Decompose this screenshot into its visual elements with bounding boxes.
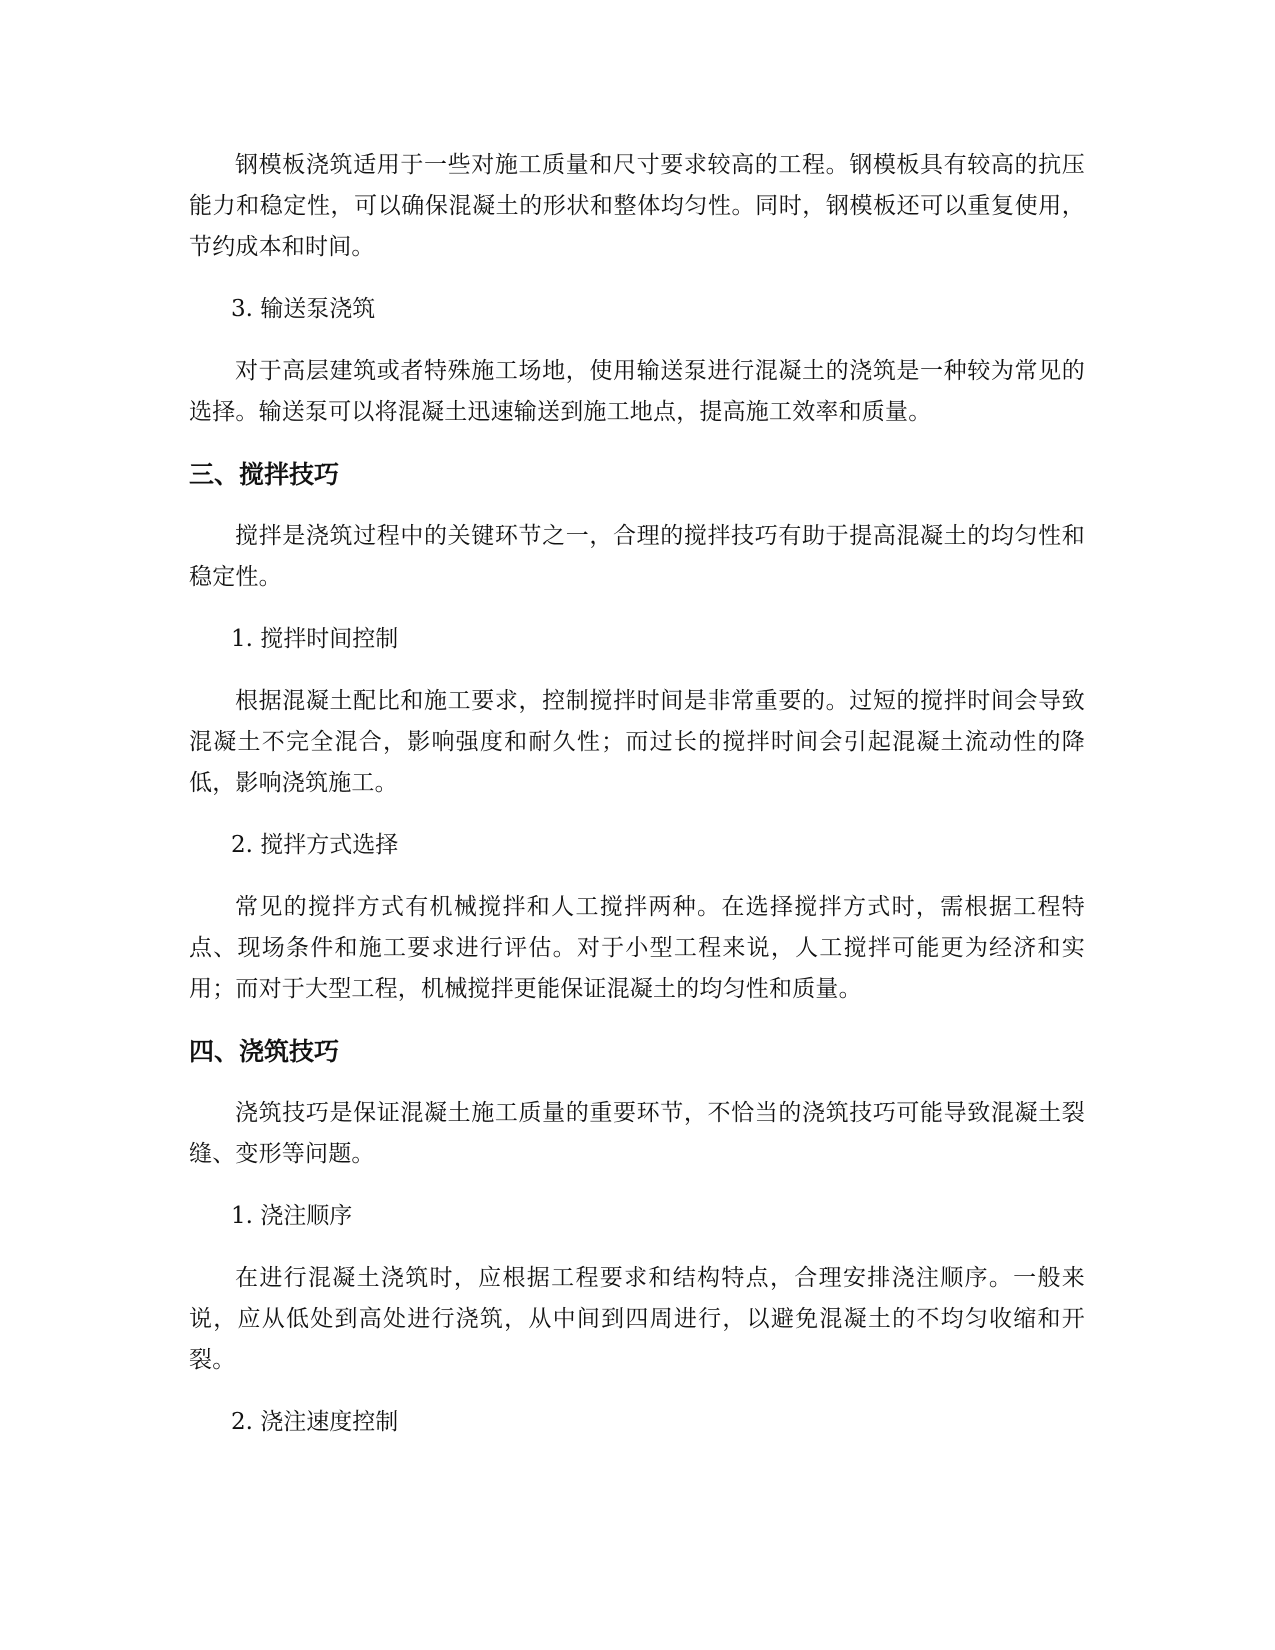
paragraph-pump-pouring: 对于高层建筑或者特殊施工场地，使用输送泵进行混凝土的浇筑是一种较为常见的选择。输送泵可以将混凝土迅速输送到施工地点，提高施工效率和质量。 bbox=[189, 358, 1085, 425]
list-item-pouring-order: 1. 浇注顺序 bbox=[231, 1203, 353, 1229]
paragraph-mixing-method: 常见的搅拌方式有机械搅拌和人工搅拌两种。在选择搅拌方式时，需根据工程特点、现场条件和施工要求进行评估。对于小型工程来说，人工搅拌可能更为经济和实用；而对于大型工程，机械搅拌更能保证混凝土的均匀性和质量。 bbox=[189, 894, 1085, 1002]
paragraph-steel-formwork: 钢模板浇筑适用于一些对施工质量和尺寸要求较高的工程。钢模板具有较高的抗压能力和稳定性，可以确保混凝土的形状和整体均匀性。同时，钢模板还可以重复使用，节约成本和时间。 bbox=[189, 152, 1085, 260]
section-heading-pouring: 四、浇筑技巧 bbox=[189, 1037, 340, 1066]
paragraph-pouring-order: 在进行混凝土浇筑时，应根据工程要求和结构特点，合理安排浇注顺序。一般来说，应从低处到高处进行浇筑，从中间到四周进行，以避免混凝土的不均匀收缩和开裂。 bbox=[189, 1265, 1085, 1373]
list-item-mixing-time: 1. 搅拌时间控制 bbox=[231, 626, 399, 652]
section-heading-mixing: 三、搅拌技巧 bbox=[189, 460, 340, 489]
list-item-pump-pouring: 3. 输送泵浇筑 bbox=[231, 296, 376, 322]
paragraph-mixing-time: 根据混凝土配比和施工要求，控制搅拌时间是非常重要的。过短的搅拌时间会导致混凝土不完全混合，影响强度和耐久性；而过长的搅拌时间会引起混凝土流动性的降低，影响浇筑施工。 bbox=[189, 688, 1085, 796]
list-item-mixing-method: 2. 搅拌方式选择 bbox=[231, 832, 399, 858]
list-item-pouring-speed: 2. 浇注速度控制 bbox=[231, 1409, 399, 1435]
paragraph-pouring-intro: 浇筑技巧是保证混凝土施工质量的重要环节，不恰当的浇筑技巧可能导致混凝土裂缝、变形等问题。 bbox=[189, 1100, 1085, 1167]
paragraph-mixing-intro: 搅拌是浇筑过程中的关键环节之一，合理的搅拌技巧有助于提高混凝土的均匀性和稳定性。 bbox=[189, 523, 1085, 590]
